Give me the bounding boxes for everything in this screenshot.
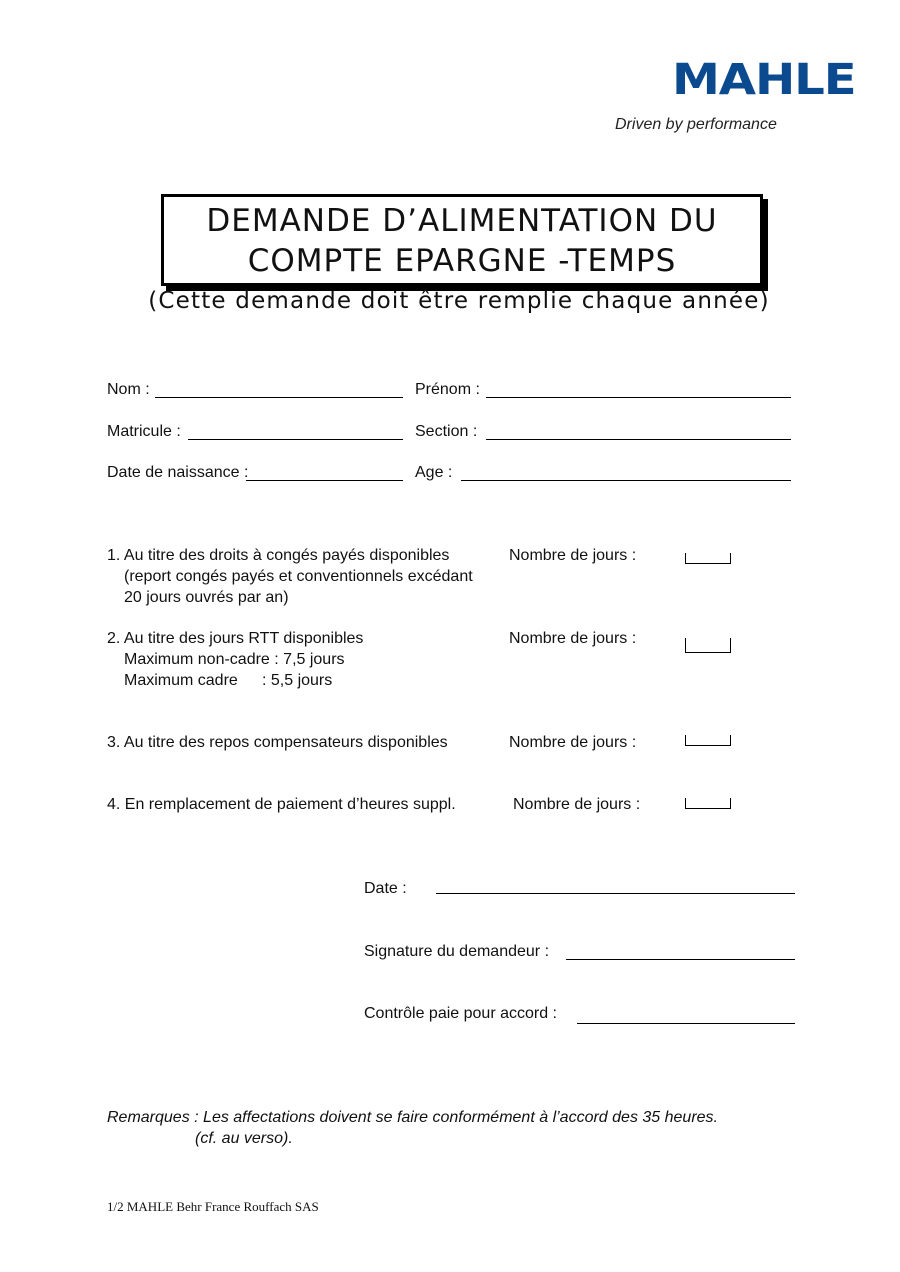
signature-field[interactable]: [566, 959, 795, 960]
item-1-line-3: 20 jours ouvrés par an): [124, 589, 289, 606]
item-3-line-1: 3. Au titre des repos compensateurs disponibles: [107, 734, 448, 751]
controle-paie-field[interactable]: [577, 1023, 795, 1024]
prenom-field[interactable]: [486, 397, 791, 398]
date-naissance-label: Date de naissance :: [107, 464, 249, 481]
item-1-line-2: (report congés payés et conventionnels excédant: [124, 568, 473, 585]
matricule-label: Matricule :: [107, 423, 181, 440]
section-field[interactable]: [486, 439, 791, 440]
item-2-line-3: Maximum cadre: [124, 672, 238, 689]
prenom-label: Prénom :: [415, 381, 480, 398]
section-label: Section :: [415, 423, 478, 440]
mahle-logo: MAHLE: [672, 55, 856, 105]
nom-field[interactable]: [155, 397, 403, 398]
item-2-line-2: Maximum non-cadre : 7,5 jours: [124, 651, 345, 668]
item-2-days-box[interactable]: [685, 638, 731, 653]
item-1-days-label: Nombre de jours :: [509, 547, 637, 564]
item-4-line-1: 4. En remplacement de paiement d’heures suppl.: [107, 796, 456, 813]
form-subtitle: (Cette demande doit être remplie chaque année): [148, 288, 770, 314]
item-3-days-box[interactable]: [685, 735, 731, 746]
item-2-line-1: 2. Au titre des jours RTT disponibles: [107, 630, 364, 647]
brand-tagline: Driven by performance: [615, 116, 777, 133]
age-label: Age :: [415, 464, 453, 481]
age-field[interactable]: [461, 480, 791, 481]
item-2-line-3-value: : 5,5 jours: [262, 672, 333, 689]
item-3-days-label: Nombre de jours :: [509, 734, 637, 751]
item-2-days-label: Nombre de jours :: [509, 630, 637, 647]
form-title-box: [161, 194, 763, 286]
page-footer: 1/2 MAHLE Behr France Rouffach SAS: [107, 1199, 319, 1214]
nom-label: Nom :: [107, 381, 150, 398]
item-1-days-box[interactable]: [685, 553, 731, 564]
item-1-line-1: 1. Au titre des droits à congés payés disponibles: [107, 547, 450, 564]
remarks-line-1: Remarques : Les affectations doivent se faire conformément à l’accord des 35 heures.: [107, 1109, 718, 1126]
date-field[interactable]: [436, 893, 795, 894]
item-4-days-label: Nombre de jours :: [513, 796, 641, 813]
matricule-field[interactable]: [188, 439, 403, 440]
item-4-days-box[interactable]: [685, 798, 731, 809]
date-naissance-field[interactable]: [246, 480, 403, 481]
form-title-line-2: COMPTE EPARGNE -TEMPS: [247, 243, 677, 279]
controle-paie-label: Contrôle paie pour accord :: [364, 1005, 557, 1022]
signature-label: Signature du demandeur :: [364, 943, 550, 960]
remarks-line-2: (cf. au verso).: [195, 1130, 293, 1147]
form-title-line-1: DEMANDE D’ALIMENTATION DU: [206, 203, 718, 239]
date-label: Date :: [364, 880, 407, 897]
